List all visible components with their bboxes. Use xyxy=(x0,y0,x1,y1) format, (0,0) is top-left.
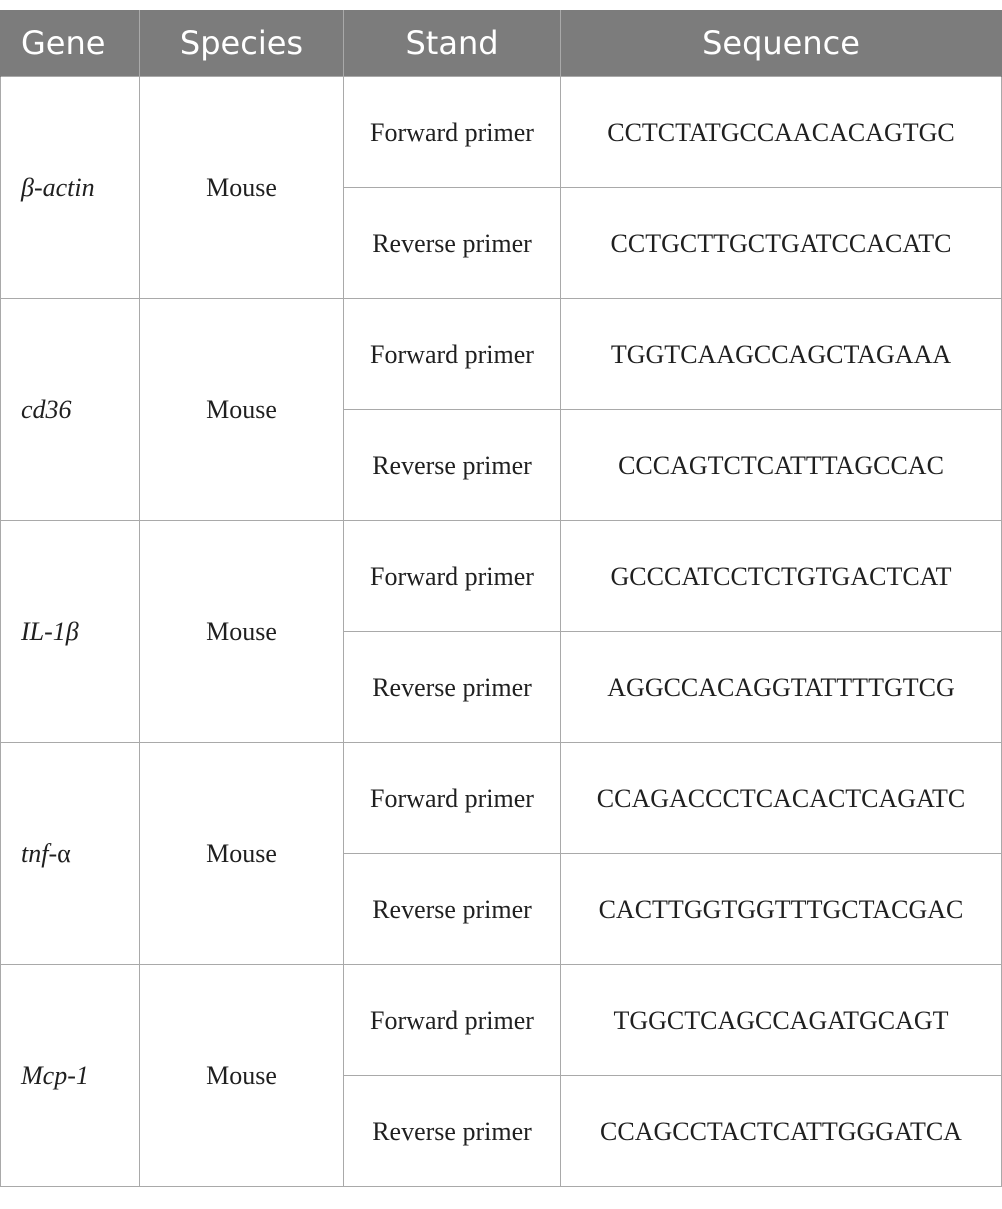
forward-label: Forward primer xyxy=(344,299,561,410)
gene-name: cd36 xyxy=(21,395,72,424)
forward-label: Forward primer xyxy=(344,521,561,632)
reverse-sequence: CCAGCCTACTCATTGGGATCA xyxy=(561,1076,1002,1187)
reverse-label: Reverse primer xyxy=(344,632,561,743)
forward-label: Forward primer xyxy=(344,77,561,188)
reverse-label: Reverse primer xyxy=(344,188,561,299)
reverse-sequence: CCCAGTCTCATTTAGCCAC xyxy=(561,410,1002,521)
gene-name: β-actin xyxy=(21,173,95,202)
forward-sequence: GCCCATCCTCTGTGACTCAT xyxy=(561,521,1002,632)
forward-label: Forward primer xyxy=(344,743,561,854)
table-row xyxy=(1,77,1002,188)
reverse-label: Reverse primer xyxy=(344,410,561,521)
table-body xyxy=(1,77,1002,1187)
table-row xyxy=(1,743,1002,854)
gene-cell xyxy=(1,965,140,1187)
primer-table xyxy=(0,10,1002,1187)
species-cell: Mouse xyxy=(140,743,344,965)
species-cell: Mouse xyxy=(140,965,344,1187)
header-row xyxy=(1,10,1002,77)
gene-cell xyxy=(1,77,140,299)
gene-cell xyxy=(1,743,140,965)
table-header xyxy=(1,10,1002,77)
forward-sequence: CCAGACCCTCACACTCAGATC xyxy=(561,743,1002,854)
reverse-sequence: CACTTGGTGGTTTGCTACGAC xyxy=(561,854,1002,965)
gene-name: tnf xyxy=(21,839,49,868)
table-row xyxy=(1,299,1002,410)
header-species: Species xyxy=(140,10,344,77)
forward-sequence: CCTCTATGCCAACACAGTGC xyxy=(561,77,1002,188)
gene-cell xyxy=(1,299,140,521)
species-cell: Mouse xyxy=(140,77,344,299)
reverse-label: Reverse primer xyxy=(344,854,561,965)
gene-cell xyxy=(1,521,140,743)
header-stand: Stand xyxy=(344,10,561,77)
table-row xyxy=(1,521,1002,632)
header-sequence: Sequence xyxy=(561,10,1002,77)
gene-name: Mcp-1 xyxy=(21,1061,89,1090)
reverse-sequence: AGGCCACAGGTATTTTGTCG xyxy=(561,632,1002,743)
gene-name: IL-1β xyxy=(21,617,79,646)
table-row xyxy=(1,965,1002,1076)
species-cell: Mouse xyxy=(140,521,344,743)
reverse-label: Reverse primer xyxy=(344,1076,561,1187)
forward-sequence: TGGTCAAGCCAGCTAGAAA xyxy=(561,299,1002,410)
species-cell: Mouse xyxy=(140,299,344,521)
reverse-sequence: CCTGCTTGCTGATCCACATC xyxy=(561,188,1002,299)
header-gene: Gene xyxy=(1,10,140,77)
forward-label: Forward primer xyxy=(344,965,561,1076)
forward-sequence: TGGCTCAGCCAGATGCAGT xyxy=(561,965,1002,1076)
gene-suffix: -α xyxy=(48,839,71,868)
